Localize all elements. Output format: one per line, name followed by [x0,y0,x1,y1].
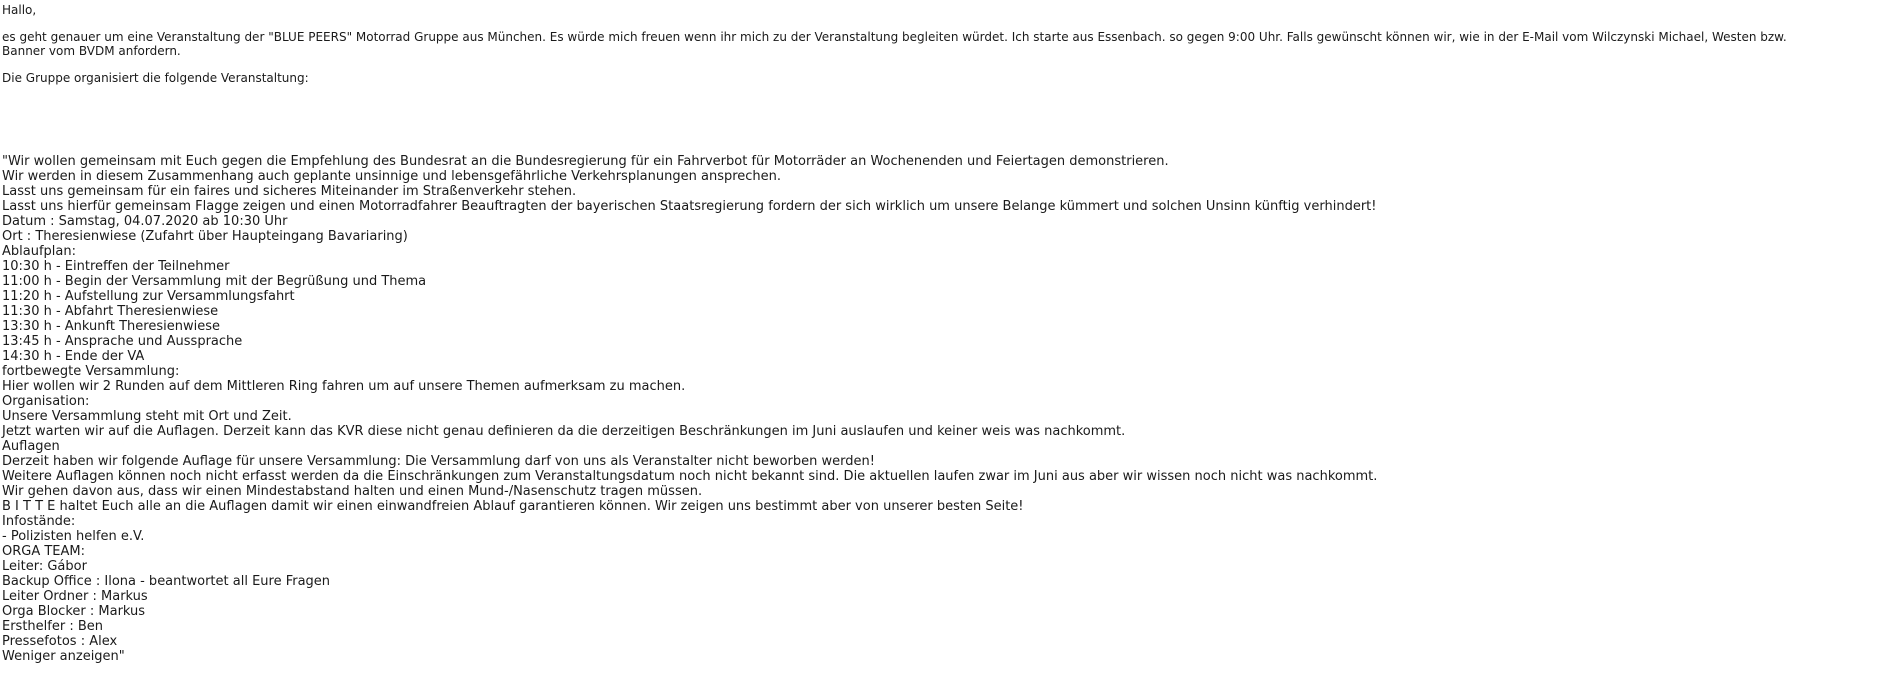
quote-line: Derzeit haben wir folgende Auflage für unsere Versammlung: Die Versammlung darf von uns als Veranstalter nicht beworben werden! [2,454,875,469]
quote-line: - Polizisten helfen e.V. [2,529,145,544]
quote-line: Hier wollen wir 2 Runden auf dem Mittleren Ring fahren um auf unsere Themen aufmerksam zu machen. [2,379,686,394]
quote-line: Ersthelfer : Ben [2,619,103,634]
quote-line: "Wir wollen gemeinsam mit Euch gegen die Empfehlung des Bundesrat an die Bundesregierung für ein Fahrverbot für Motorräder an Wochenenden und Feiertagen demonstrieren. [2,154,1169,169]
quote-line: 10:30 h - Eintreffen der Teilnehmer [2,259,230,274]
quote-line: fortbewegte Versammlung: [2,364,180,379]
quote-line: 13:30 h - Ankunft Theresienwiese [2,319,220,334]
quote-line: Wir gehen davon aus, dass wir einen Mindestabstand halten und einen Mund-/Nasenschutz tragen müssen. [2,484,703,499]
quote-line: Jetzt warten wir auf die Auflagen. Derzeit kann das KVR diese nicht genau definieren da die derzeitigen Beschränkungen im Juni auslaufen und keiner weis was nachkommt. [2,424,1126,439]
show-less-link[interactable]: Weniger anzeigen" [2,649,125,664]
quote-line: Wir werden in diesem Zusammenhang auch geplante unsinnige und lebensgefährliche Verkehrsplanungen ansprechen. [2,169,782,184]
intro-line: es geht genauer um eine Veranstaltung der "BLUE PEERS" Motorrad Gruppe aus München. Es würde mich freuen wenn ihr mich zu der Veranstaltung begleiten würdet. Ich starte aus Essenbach. so gegen 9:00 Uhr. Falls gewünscht können wir, wie in der E-Mail vom Wilczynski Michael, Westen bzw. [2,30,1787,44]
quote-line: Infostände: [2,514,76,529]
event-quote [2,154,1888,664]
quote-line: Leiter Ordner : Markus [2,589,148,604]
quote-line: Leiter: Gábor [2,559,87,574]
quote-line: Ort : Theresienwiese (Zufahrt über Haupteingang Bavariaring) [2,229,408,244]
quote-line: Auflagen [2,439,60,454]
quote-line: 13:45 h - Ansprache und Aussprache [2,334,243,349]
quote-line: Unsere Versammlung steht mit Ort und Zeit. [2,409,292,424]
email-intro [2,4,1888,85]
quote-line: Orga Blocker : Markus [2,604,146,619]
quote-line: Lasst uns gemeinsam für ein faires und sicheres Miteinander im Straßenverkehr stehen. [2,184,577,199]
spacer [2,58,1888,72]
quote-line: 11:30 h - Abfahrt Theresienwiese [2,304,219,319]
group-line: Die Gruppe organisiert die folgende Veranstaltung: [2,70,309,85]
quote-line: 11:20 h - Aufstellung zur Versammlungsfahrt [2,289,295,304]
greeting: Hallo, [2,3,37,17]
quote-line: Backup Office : Ilona - beantwortet all Eure Fragen [2,574,331,589]
quote-line: Weitere Auflagen können noch nicht erfasst werden da die Einschränkungen zum Veranstaltungsdatum noch nicht bekannt sind. Die aktuellen laufen zwar im Juni aus aber wir wissen noch nicht was nachkommt. [2,469,1378,484]
quote-line: Lasst uns hierfür gemeinsam Flagge zeigen und einen Motorradfahrer Beauftragten der bayerischen Staatsregierung fordern der sich wirklich um unsere Belange kümmert und solchen Unsinn künftig verhindert! [2,199,1377,214]
intro-line: Banner vom BVDM anfordern. [2,43,181,58]
quote-line: B I T T E haltet Euch alle an die Auflagen damit wir einen einwandfreien Ablauf garantieren können. Wir zeigen uns bestimmt aber von unserer besten Seite! [2,499,1024,514]
quote-line: Pressefotos : Alex [2,634,118,649]
quote-line: Ablaufplan: [2,244,76,259]
quote-line: Datum : Samstag, 04.07.2020 ab 10:30 Uhr [2,214,288,229]
quote-line: 14:30 h - Ende der VA [2,349,145,364]
quote-line: ORGA TEAM: [2,544,86,559]
quote-line: Organisation: [2,394,90,409]
quote-line: 11:00 h - Begin der Versammlung mit der Begrüßung und Thema [2,274,427,289]
spacer [2,18,1888,32]
